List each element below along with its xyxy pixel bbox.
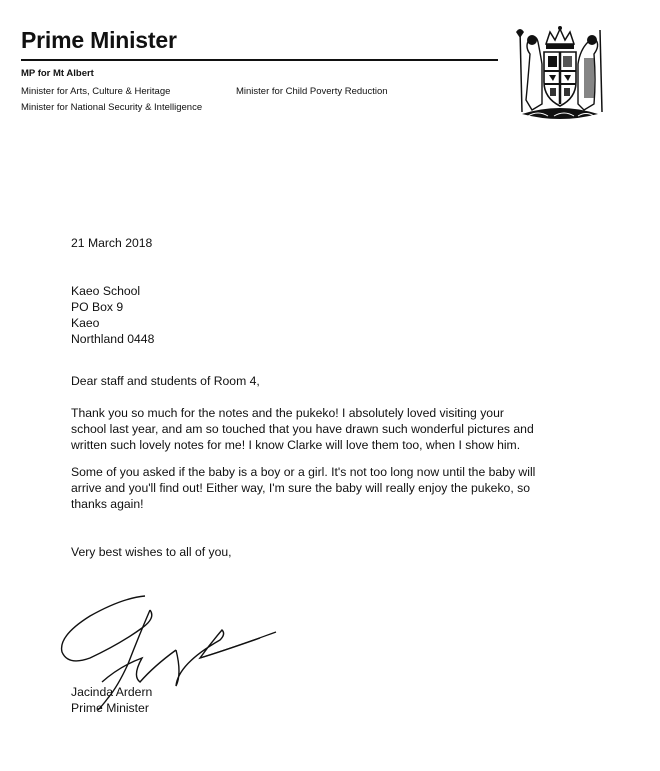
letterhead-rule <box>21 59 498 61</box>
signatory-title: Prime Minister <box>71 701 149 715</box>
salutation: Dear staff and students of Room 4, <box>71 374 260 388</box>
recipient-address <box>71 283 154 347</box>
portfolio-child-poverty: Minister for Child Poverty Reduction <box>236 86 388 97</box>
recipient-line: Kaeo <box>71 316 100 330</box>
recipient-line: Kaeo School <box>71 284 141 298</box>
nz-coat-of-arms-icon <box>508 24 612 128</box>
portfolio-arts: Minister for Arts, Culture & Heritage <box>21 86 171 97</box>
signatory-name: Jacinda Ardern <box>71 685 153 699</box>
portfolio-security: Minister for National Security & Intelligence <box>21 102 203 113</box>
body-paragraph: Thank you so much for the notes and the pukeko! I absolutely loved visiting your school last year, and am so touched that you have drawn such wonderful pictures and written such lovely notes for me! I know Clarke will love them too, when I show him. <box>71 406 534 452</box>
recipient-line: PO Box 9 <box>71 300 124 314</box>
recipient-line: Northland 0448 <box>71 332 155 346</box>
body-paragraph: Some of you asked if the baby is a boy or a girl. It's not too long now until the baby will arrive and you'll find out! Either way, I'm sure the baby will really enjoy the pukeko, so thanks again! <box>71 465 536 511</box>
letterhead-title: Prime Minister <box>21 27 177 53</box>
closing: Very best wishes to all of you, <box>71 545 232 559</box>
mp-line: MP for Mt Albert <box>21 68 94 79</box>
letter-date: 21 March 2018 <box>71 236 153 250</box>
